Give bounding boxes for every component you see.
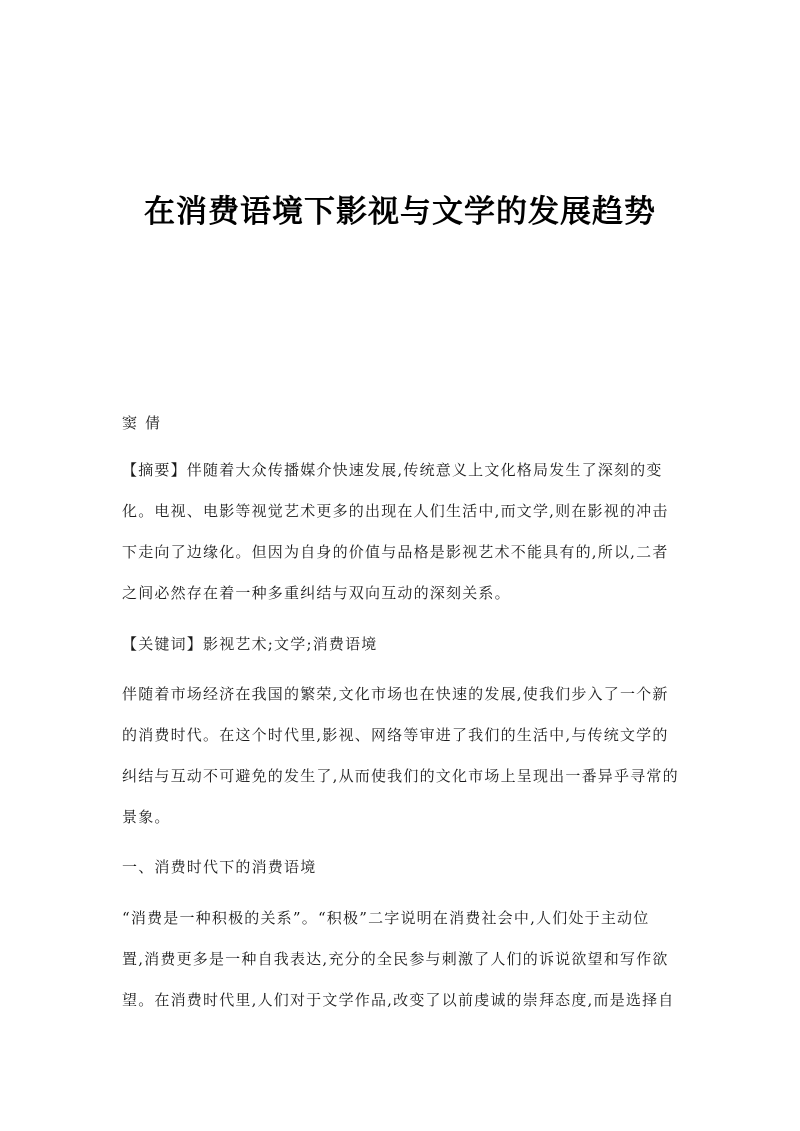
abstract-line: 【摘要】伴随着大众传播媒介快速发展,传统意义上文化格局发生了深刻的变 bbox=[122, 461, 663, 479]
paragraph-line: 纠结与互动不可避免的发生了,从而使我们的文化市场上呈现出一番异乎寻常的 bbox=[122, 767, 679, 785]
section-heading: 一、消费时代下的消费语境 bbox=[122, 858, 317, 876]
keywords-line: 【关键词】影视艺术;文学;消费语境 bbox=[122, 635, 378, 653]
author-name: 窦倩 bbox=[122, 414, 169, 432]
paragraph-line: 望。在消费时代里,人们对于文学作品,改变了以前虔诚的崇拜态度,而是选择自 bbox=[122, 991, 675, 1009]
paragraph-line: 伴随着市场经济在我国的繁荣,文化市场也在快速的发展,使我们步入了一个新 bbox=[122, 685, 669, 703]
abstract-line: 之间必然存在着一种多重纠结与双向互动的深刻关系。 bbox=[122, 584, 511, 602]
paragraph-line: 置,消费更多是一种自我表达,充分的全民参与刺激了人们的诉说欲望和写作欲 bbox=[122, 950, 669, 968]
paragraph-line: 景象。 bbox=[122, 808, 171, 826]
abstract-line: 下走向了边缘化。但因为自身的价值与品格是影视艺术不能具有的,所以,二者 bbox=[122, 543, 669, 561]
document-title: 在消费语境下影视与文学的发展趋势 bbox=[144, 194, 656, 230]
paragraph-line: 的消费时代。在这个时代里,影视、网络等审进了我们的生活中,与传统文学的 bbox=[122, 726, 669, 744]
abstract-line: 化。电视、电影等视觉艺术更多的出现在人们生活中,而文学,则在影视的冲击 bbox=[122, 502, 669, 520]
paragraph-line: “消费是一种积极的关系”。“积极”二字说明在消费社会中,人们处于主动位 bbox=[122, 909, 650, 927]
